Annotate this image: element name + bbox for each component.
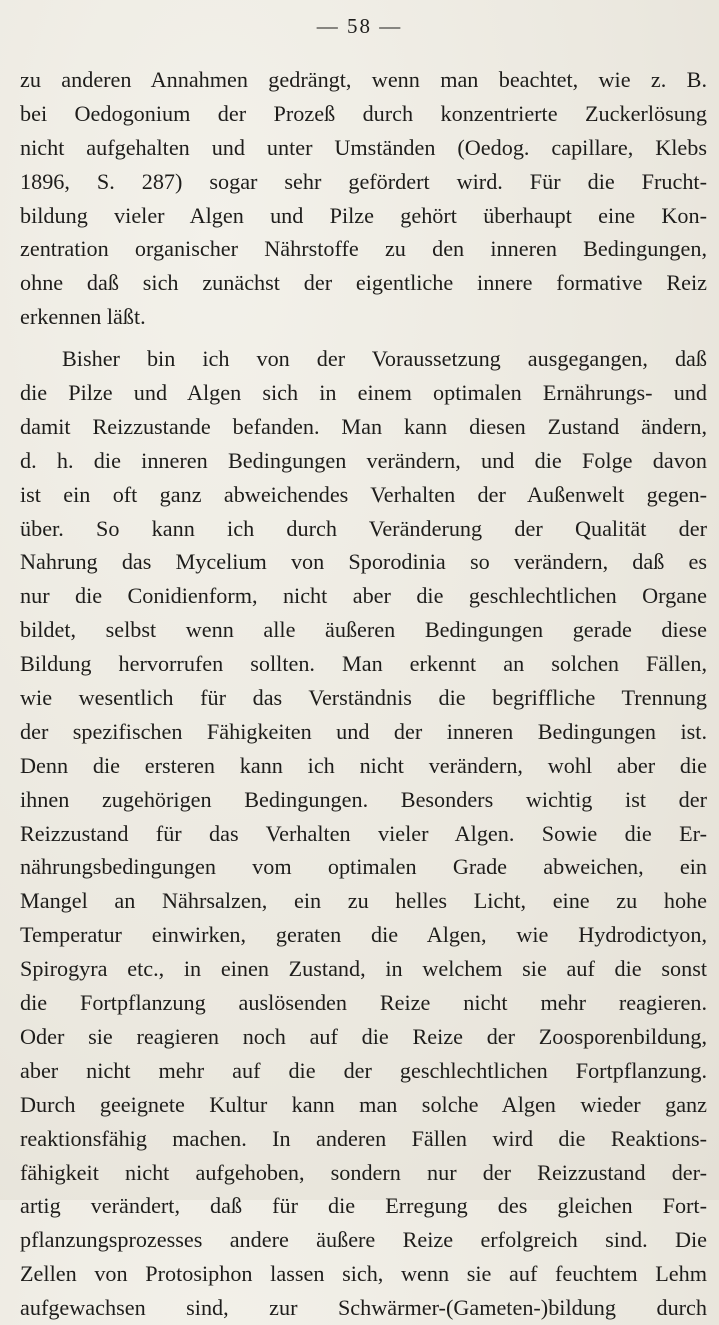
text-line: ist ein oft ganz abweichendes Verhalten der Außenwelt gegen- bbox=[20, 481, 707, 507]
text-line: Durch geeignete Kultur kann man solche Algen wieder ganz bbox=[20, 1091, 707, 1117]
text-line: Nahrung das Mycelium von Sporodinia so verändern, daß es bbox=[20, 549, 707, 575]
text-line: Zellen von Protosiphon lassen sich, wenn sie auf feuchtem Lehm bbox=[20, 1261, 707, 1287]
text-line: aufgewachsen sind, zur Schwärmer-(Gameten-)bildung durch bbox=[20, 1295, 707, 1321]
text-line: ohne daß sich zunächst der eigentliche innere formative Reiz bbox=[20, 270, 707, 296]
text-line: pflanzungsprozesses andere äußere Reize erfolgreich sind. Die bbox=[20, 1227, 707, 1253]
paragraph-1 bbox=[20, 63, 707, 334]
text-line: Reizzustand für das Verhalten vieler Algen. Sowie die Er- bbox=[20, 820, 707, 846]
text-line: Temperatur einwirken, geraten die Algen, wie Hydrodictyon, bbox=[20, 922, 707, 948]
text-line: die Pilze und Algen sich in einem optimalen Ernährungs- und bbox=[20, 380, 707, 406]
text-line: Denn die ersteren kann ich nicht verändern, wohl aber die bbox=[20, 752, 707, 778]
text-line: Bildung hervorrufen sollten. Man erkennt an solchen Fällen, bbox=[20, 651, 707, 677]
paragraph-2 bbox=[20, 342, 707, 1325]
text-line: nur die Conidienform, nicht aber die geschlechtlichen Organe bbox=[20, 583, 707, 609]
text-line: fähigkeit nicht aufgehoben, sondern nur der Reizzustand der- bbox=[20, 1159, 707, 1185]
text-line: Mangel an Nährsalzen, ein zu helles Licht, eine zu hohe bbox=[20, 888, 707, 914]
text-line: aber nicht mehr auf die der geschlechtlichen Fortpflanzung. bbox=[20, 1057, 707, 1083]
text-line: Spirogyra etc., in einen Zustand, in welchem sie auf die sonst bbox=[20, 956, 707, 982]
paragraph-gap bbox=[20, 334, 707, 342]
text-line: Bisher bin ich von der Voraussetzung ausgegangen, daß bbox=[62, 346, 707, 372]
text-line: reaktionsfähig machen. In anderen Fällen wird die Reaktions- bbox=[20, 1125, 707, 1151]
text-line: damit Reizzustande befanden. Man kann diesen Zustand ändern, bbox=[20, 413, 707, 439]
text-line: zentration organischer Nährstoffe zu den inneren Bedingungen, bbox=[20, 236, 707, 262]
text-line: über. So kann ich durch Veränderung der Qualität der bbox=[20, 515, 707, 541]
text-line: zu anderen Annahmen gedrängt, wenn man beachtet, wie z. B. bbox=[20, 67, 707, 92]
text-line: d. h. die inneren Bedingungen verändern, und die Folge davon bbox=[20, 447, 707, 473]
text-line: bei Oedogonium der Prozeß durch konzentrierte Zuckerlösung bbox=[20, 100, 707, 126]
text-line: nicht aufgehalten und unter Umständen (Oedog. capillare, Klebs bbox=[20, 134, 707, 160]
text-line: bildung vieler Algen und Pilze gehört überhaupt eine Kon- bbox=[20, 202, 707, 228]
text-line: Oder sie reagieren noch auf die Reize der Zoosporenbildung, bbox=[20, 1023, 707, 1049]
text-line: wie wesentlich für das Verständnis die begriffliche Trennung bbox=[20, 685, 707, 711]
text-line: nährungsbedingungen vom optimalen Grade abweichen, ein bbox=[20, 854, 707, 880]
text-line: die Fortpflanzung auslösenden Reize nicht mehr reagieren. bbox=[20, 990, 707, 1016]
body-text bbox=[20, 63, 707, 1325]
text-line: bildet, selbst wenn alle äußeren Bedingungen gerade diese bbox=[20, 617, 707, 643]
text-line: 1896, S. 287) sogar sehr gefördert wird. Für die Frucht- bbox=[20, 168, 707, 194]
text-line: der spezifischen Fähigkeiten und der inneren Bedingungen ist. bbox=[20, 718, 707, 744]
page-number: — 58 — bbox=[316, 14, 403, 38]
text-line: erkennen läßt. bbox=[20, 304, 146, 330]
text-line: artig verändert, daß für die Erregung des gleichen Fort- bbox=[20, 1193, 707, 1219]
text-line: ihnen zugehörigen Bedingungen. Besonders wichtig ist der bbox=[20, 786, 707, 812]
